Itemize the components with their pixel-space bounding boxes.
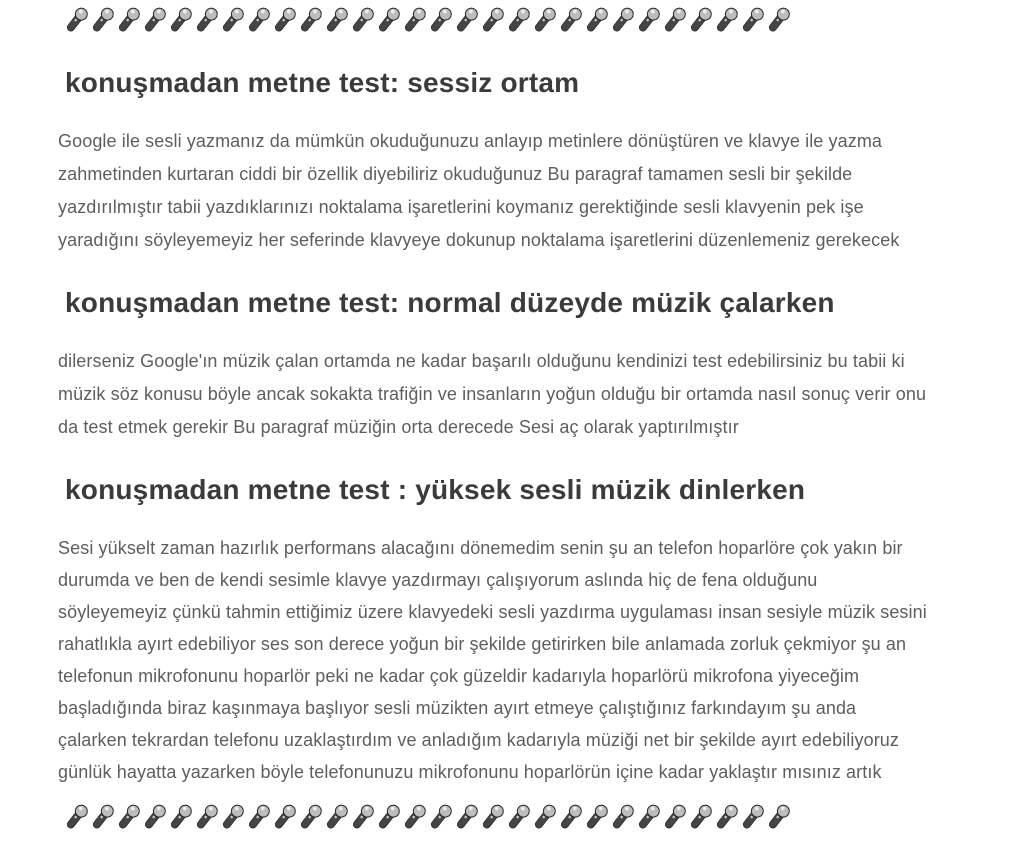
microphone-icon bbox=[481, 802, 504, 832]
paragraph-normal-muzik: dilerseniz Google'ın müzik çalan ortamda ne kadar başarılı olduğunu kendinizi test edebilirsiniz bu tabii ki müzik söz konusu böyle ancak sokakta trafiğin ve insanların yoğun olduğu bir ortamda nasıl sonuç verir onu da test etmek gerekir Bu paragraf müziğin orta derecede Sesi aç olarak yaptırılmıştır bbox=[58, 351, 927, 437]
microphone-icon bbox=[221, 5, 244, 35]
microphone-icon bbox=[377, 5, 400, 35]
section-sessiz-ortam bbox=[58, 63, 940, 257]
microphone-icon bbox=[143, 802, 166, 832]
microphone-icon bbox=[273, 5, 296, 35]
microphone-icon bbox=[247, 802, 270, 832]
microphone-icon bbox=[741, 5, 764, 35]
microphone-icon bbox=[273, 802, 296, 832]
microphone-icon bbox=[351, 5, 374, 35]
microphone-icon bbox=[559, 5, 582, 35]
microphone-icon bbox=[65, 802, 88, 832]
microphone-icon bbox=[195, 5, 218, 35]
microphone-icon bbox=[91, 802, 114, 832]
microphone-icon bbox=[611, 5, 634, 35]
microphone-icon bbox=[507, 802, 530, 832]
microphone-icon bbox=[195, 802, 218, 832]
microphone-icon bbox=[325, 5, 348, 35]
microphone-icon bbox=[91, 5, 114, 35]
section-normal-muzik bbox=[58, 283, 940, 444]
microphone-icon bbox=[663, 802, 686, 832]
section-yuksek-muzik bbox=[58, 470, 940, 788]
microphone-icon bbox=[299, 5, 322, 35]
microphone-icon bbox=[429, 802, 452, 832]
microphone-icon bbox=[351, 802, 374, 832]
microphone-icon bbox=[585, 5, 608, 35]
microphone-icon bbox=[715, 802, 738, 832]
microphone-icon bbox=[637, 802, 660, 832]
microphone-icon bbox=[143, 5, 166, 35]
microphone-icon bbox=[247, 5, 270, 35]
heading-sessiz-ortam: konuşmadan metne test: sessiz ortam bbox=[65, 67, 580, 98]
microphone-icon bbox=[767, 5, 790, 35]
microphone-icon bbox=[403, 802, 426, 832]
microphone-icon bbox=[117, 5, 140, 35]
microphone-icon bbox=[715, 5, 738, 35]
microphone-icon bbox=[559, 802, 582, 832]
microphone-icon bbox=[169, 802, 192, 832]
microphone-icon bbox=[221, 802, 244, 832]
microphone-icon bbox=[585, 802, 608, 832]
microphone-icon bbox=[663, 5, 686, 35]
microphone-icon bbox=[689, 802, 712, 832]
microphone-icon bbox=[611, 802, 634, 832]
microphone-icon bbox=[455, 5, 478, 35]
microphone-divider-bottom bbox=[65, 802, 940, 834]
heading-yuksek-muzik: konuşmadan metne test : yüksek sesli müzik dinlerken bbox=[65, 474, 806, 505]
microphone-icon bbox=[533, 802, 556, 832]
microphone-icon bbox=[403, 5, 426, 35]
microphone-icon bbox=[325, 802, 348, 832]
microphone-icon bbox=[481, 5, 504, 35]
microphone-icon bbox=[767, 802, 790, 832]
microphone-divider-top bbox=[65, 5, 940, 37]
microphone-icon bbox=[377, 802, 400, 832]
paragraph-yuksek-muzik: Sesi yükselt zaman hazırlık performans alacağını dönemedim senin şu an telefon hoparlöre çok yakın bir durumda ve ben de kendi sesimle klavye yazdırmayı çalışıyorum aslında hiç de fena olduğunu söyleyemeyiz çünkü tahmin ettiğimiz üzere klavyedeki sesli yazdırma uygulaması insan sesiyle müzik sesini rahatlıkla ayırt edebiliyor ses son derece yoğun bir şekilde getirirken bile anlamada zorluk çekmiyor şu an telefonun mikrofonunu hoparlör peki ne kadar çok güzeldir kadarıyla hoparlörü mikrofona yiyeceğim başladığında biraz kaşınmaya başlıyor sesli müzikten ayırt etmeye çalıştığınız farkındayım şu anda çalarken tekrardan telefonu uzaklaştırdım ve anladığım kadarıyla müziği net bir şekilde ayırt edebiliyoruz günlük hayatta yazarken böyle telefonunuzu mikrofonunu hoparlörün içine kadar yaklaştır mısınız artık bbox=[58, 538, 927, 782]
microphone-icon bbox=[741, 802, 764, 832]
microphone-icon bbox=[507, 5, 530, 35]
microphone-icon bbox=[169, 5, 192, 35]
microphone-icon bbox=[65, 5, 88, 35]
microphone-icon bbox=[117, 802, 140, 832]
heading-normal-muzik: konuşmadan metne test: normal düzeyde müzik çalarken bbox=[65, 287, 835, 318]
microphone-icon bbox=[637, 5, 660, 35]
microphone-icon bbox=[689, 5, 712, 35]
microphone-icon bbox=[429, 5, 452, 35]
microphone-icon bbox=[299, 802, 322, 832]
microphone-icon bbox=[533, 5, 556, 35]
paragraph-sessiz-ortam: Google ile sesli yazmanız da mümkün okuduğunuzu anlayıp metinlere dönüştüren ve klavye ile yazma zahmetinden kurtaran ciddi bir özellik diyebiliriz okuduğunuz Bu paragraf tamamen sesli bir şekilde yazdırılmıştır tabii yazdıklarınızı noktalama işaretlerini koymanız gerektiğinde sesli klavyenin pek işe yaradığını söyleyemeyiz her seferinde klavyeye dokunup noktalama işaretlerini düzenlemeniz gerekecek bbox=[58, 131, 900, 250]
microphone-icon bbox=[455, 802, 478, 832]
